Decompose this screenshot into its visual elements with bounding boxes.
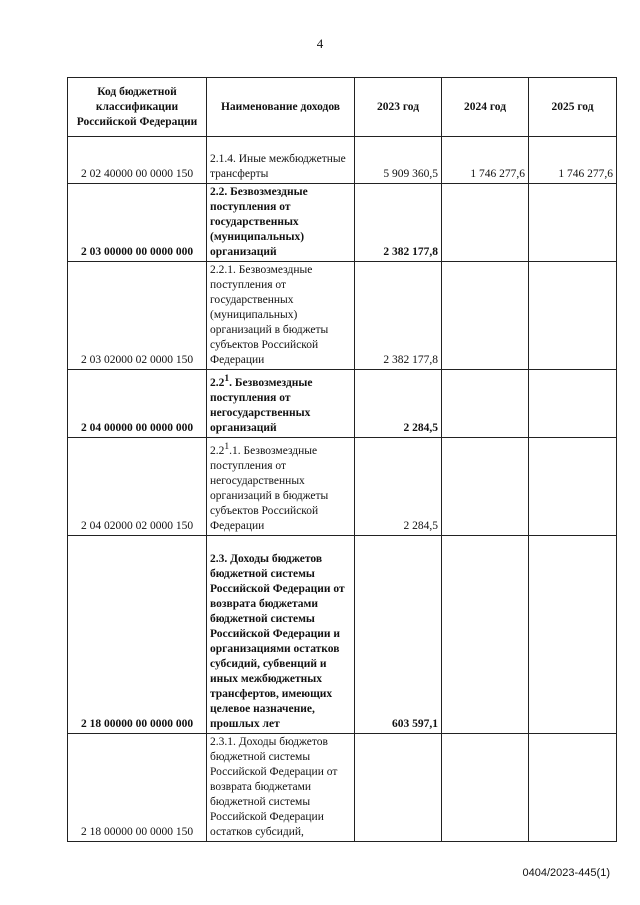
table-row [68, 437, 617, 535]
row-value-2024: 1 746 277,6 [442, 137, 529, 184]
row-name: 2.2. Безвозмездные поступления от государственных (муниципальных) организаций [207, 184, 355, 262]
row-value-2023: 603 597,1 [355, 535, 442, 733]
row-value-2023 [355, 733, 442, 841]
name-rest: . Безвозмездные поступления от негосударственных организаций [210, 376, 313, 434]
header-name: Наименование доходов [207, 78, 355, 137]
table-row [68, 733, 617, 841]
header-2024: 2024 год [442, 78, 529, 137]
row-name [207, 370, 355, 438]
row-value-2025 [529, 535, 617, 733]
row-value-2025 [529, 184, 617, 262]
row-code: 2 04 00000 00 0000 000 [68, 370, 207, 438]
row-value-2025 [529, 262, 617, 370]
table-row [68, 535, 617, 733]
name-prefix: 2.2 [210, 444, 225, 457]
row-value-2025 [529, 437, 617, 535]
row-value-2024 [442, 535, 529, 733]
table-row [68, 262, 617, 370]
header-2025: 2025 год [529, 78, 617, 137]
name-superscript: 1 [224, 440, 230, 452]
table-row [68, 137, 617, 184]
row-code: 2 02 40000 00 0000 150 [68, 137, 207, 184]
row-value-2023: 5 909 360,5 [355, 137, 442, 184]
row-value-2023: 2 284,5 [355, 437, 442, 535]
row-name [207, 437, 355, 535]
document-id: 0404/2023-445(1) [522, 867, 610, 879]
header-2023: 2023 год [355, 78, 442, 137]
row-code: 2 18 00000 00 0000 150 [68, 733, 207, 841]
name-superscript: 1 [224, 373, 230, 384]
row-value-2024 [442, 733, 529, 841]
row-code: 2 03 00000 00 0000 000 [68, 184, 207, 262]
name-rest: .1. Безвозмездные поступления от негосударственных организаций в бюджеты субъектов Российской Федерации [210, 444, 329, 532]
header-code: Код бюджетной классификации Российской Федерации [68, 78, 207, 137]
row-code: 2 18 00000 00 0000 000 [68, 535, 207, 733]
row-value-2023: 2 382 177,8 [355, 262, 442, 370]
row-value-2025 [529, 370, 617, 438]
revenue-table [67, 77, 617, 842]
row-name: 2.1.4. Иные межбюджетные трансферты [207, 137, 355, 184]
row-code: 2 03 02000 02 0000 150 [68, 262, 207, 370]
header-row [68, 78, 617, 137]
table-row [68, 184, 617, 262]
row-value-2024 [442, 370, 529, 438]
row-value-2024 [442, 184, 529, 262]
row-value-2024 [442, 262, 529, 370]
row-value-2025 [529, 733, 617, 841]
row-value-2023: 2 284,5 [355, 370, 442, 438]
row-code: 2 04 02000 02 0000 150 [68, 437, 207, 535]
name-prefix: 2.2 [210, 376, 225, 389]
row-value-2024 [442, 437, 529, 535]
row-value-2025: 1 746 277,6 [529, 137, 617, 184]
row-name: 2.3.1. Доходы бюджетов бюджетной системы Российской Федерации от возврата бюджетами бюджетной системы Российской Федерации остатков субсидий, [207, 733, 355, 841]
row-value-2023: 2 382 177,8 [355, 184, 442, 262]
row-name: 2.3. Доходы бюджетов бюджетной системы Российской Федерации от возврата бюджетами бюджетной системы Российской Федерации и организациями остатков субсидий, субвенций и иных межбюджетных трансфертов, имеющих целевое назначение, прошлых лет [207, 535, 355, 733]
table-row [68, 370, 617, 438]
page-number: 4 [316, 36, 324, 51]
row-name: 2.2.1. Безвозмездные поступления от государственных (муниципальных) организаций в бюджеты субъектов Российской Федерации [207, 262, 355, 370]
